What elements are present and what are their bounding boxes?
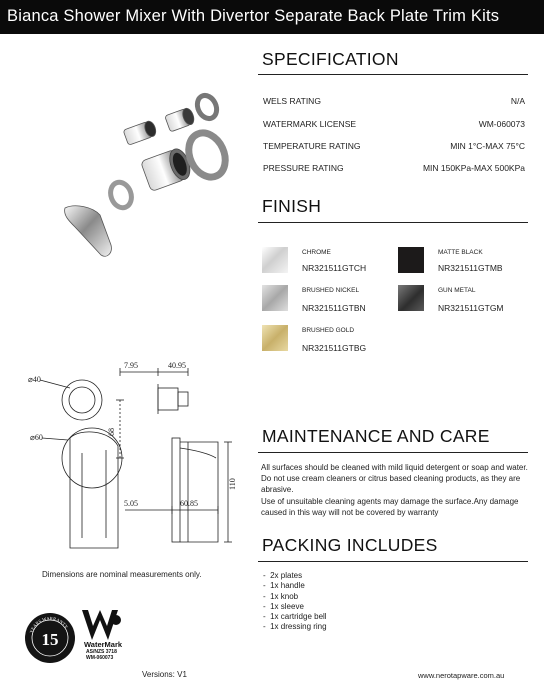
collar-part [107,179,135,210]
finish-name: BRUSHED NICKEL [302,287,360,294]
spec-label: TEMPERATURE RATING [263,141,361,151]
spec-value: MIN 150KPa-MAX 500KPa [422,163,525,173]
list-item: - 1x dressing ring [263,622,327,632]
finish-swatch-gun-metal [398,285,424,311]
finish-name: GUN METAL [438,287,476,294]
spec-value: MIN 1°C-MAX 75°C [450,141,525,151]
finish-code: NR321511GTBN [302,303,366,313]
list-item: - 1x knob [263,591,299,601]
spec-label: PRESSURE RATING [263,163,344,173]
finish-heading: FINISH [262,196,322,216]
svg-text:YEARS WARRANTY: YEARS WARRANTY [28,615,69,634]
packing-heading: PACKING INCLUDES [262,535,438,555]
knob-side [158,388,178,410]
dimensions-note: Dimensions are nominal measurements only. [42,570,202,579]
page-title: Bianca Shower Mixer With Divertor Separate Back Plate Trim Kits [7,7,500,25]
list-item: - 2x plates [263,571,303,580]
knob-part [123,120,158,146]
list-item: - 1x cartridge bell [263,612,327,622]
dim-5-05: 5.05 [124,499,138,508]
finish-name: MATTE BLACK [438,249,483,256]
knob-circle [62,380,102,420]
maintenance-text: All surfaces should be cleaned with mild liquid detergent or soap and water. Do not use cream cleaners or citrus based cleaning products, as they are abrasive. Use of unsuitable cleaning agents may damage the surface.Any damage caused in this way will not be covered by warranty [261,463,528,517]
finish-name: BRUSHED GOLD [302,327,355,334]
watermark-logo [80,608,128,642]
spec-label: WATERMARK LICENSE [263,119,357,129]
spec-value: WM-060073 [478,119,525,129]
finish-rule [258,222,528,223]
finish-swatch-brushed-gold [262,325,288,351]
dim-110: 110 [228,478,237,490]
dim-7-95: 7.95 [124,361,138,370]
finish-swatch-chrome [262,247,288,273]
specification-heading: SPECIFICATION [262,49,399,69]
finish-code: NR321511GTGM [438,303,504,313]
packing-list [263,571,327,633]
dim-60-85: 60.85 [180,499,198,508]
sleeve-part [165,107,196,132]
dim-40-95: 40.95 [168,361,186,370]
warranty-badge [24,612,76,664]
watermark-license: WM-060073 [86,655,114,661]
dim-dia-40: ⌀40 [28,375,41,384]
packing-rule [258,561,528,562]
spec-label: WELS RATING [263,96,321,106]
spec-value: N/A [510,96,525,106]
finish-swatch-matte-black [398,247,424,273]
small-ring-part [194,92,220,121]
finish-code: NR321511GTBG [302,343,367,353]
website-link[interactable]: www.nerotapware.com.au [418,671,505,680]
maintenance-heading: MAINTENANCE AND CARE [262,426,490,446]
maintenance-rule [258,452,528,453]
finish-code: NR321511GTCH [302,263,367,273]
watermark-title: WaterMark [84,640,123,649]
warranty-years: 15 [41,630,59,649]
finish-name: CHROME [302,249,331,256]
finish-code: NR321511GTMB [438,263,503,273]
dim-dia-60: ⌀60 [30,433,43,442]
finish-swatch-brushed-nickel [262,285,288,311]
product-exploded-illustration [55,85,255,260]
specification-rule [258,74,528,75]
watermark-standard: AS/NZS 3718 [86,649,117,655]
dim-68: 68 [107,428,116,436]
list-item: - 1x handle [263,581,305,591]
handle-side-plate [172,438,180,542]
header-bar [0,0,544,34]
list-item: - 1x sleeve [263,601,304,611]
handle-part [65,206,112,256]
handle-outline [70,432,118,548]
technical-drawing [20,358,242,563]
version-label: Versions: V1 [142,670,187,679]
